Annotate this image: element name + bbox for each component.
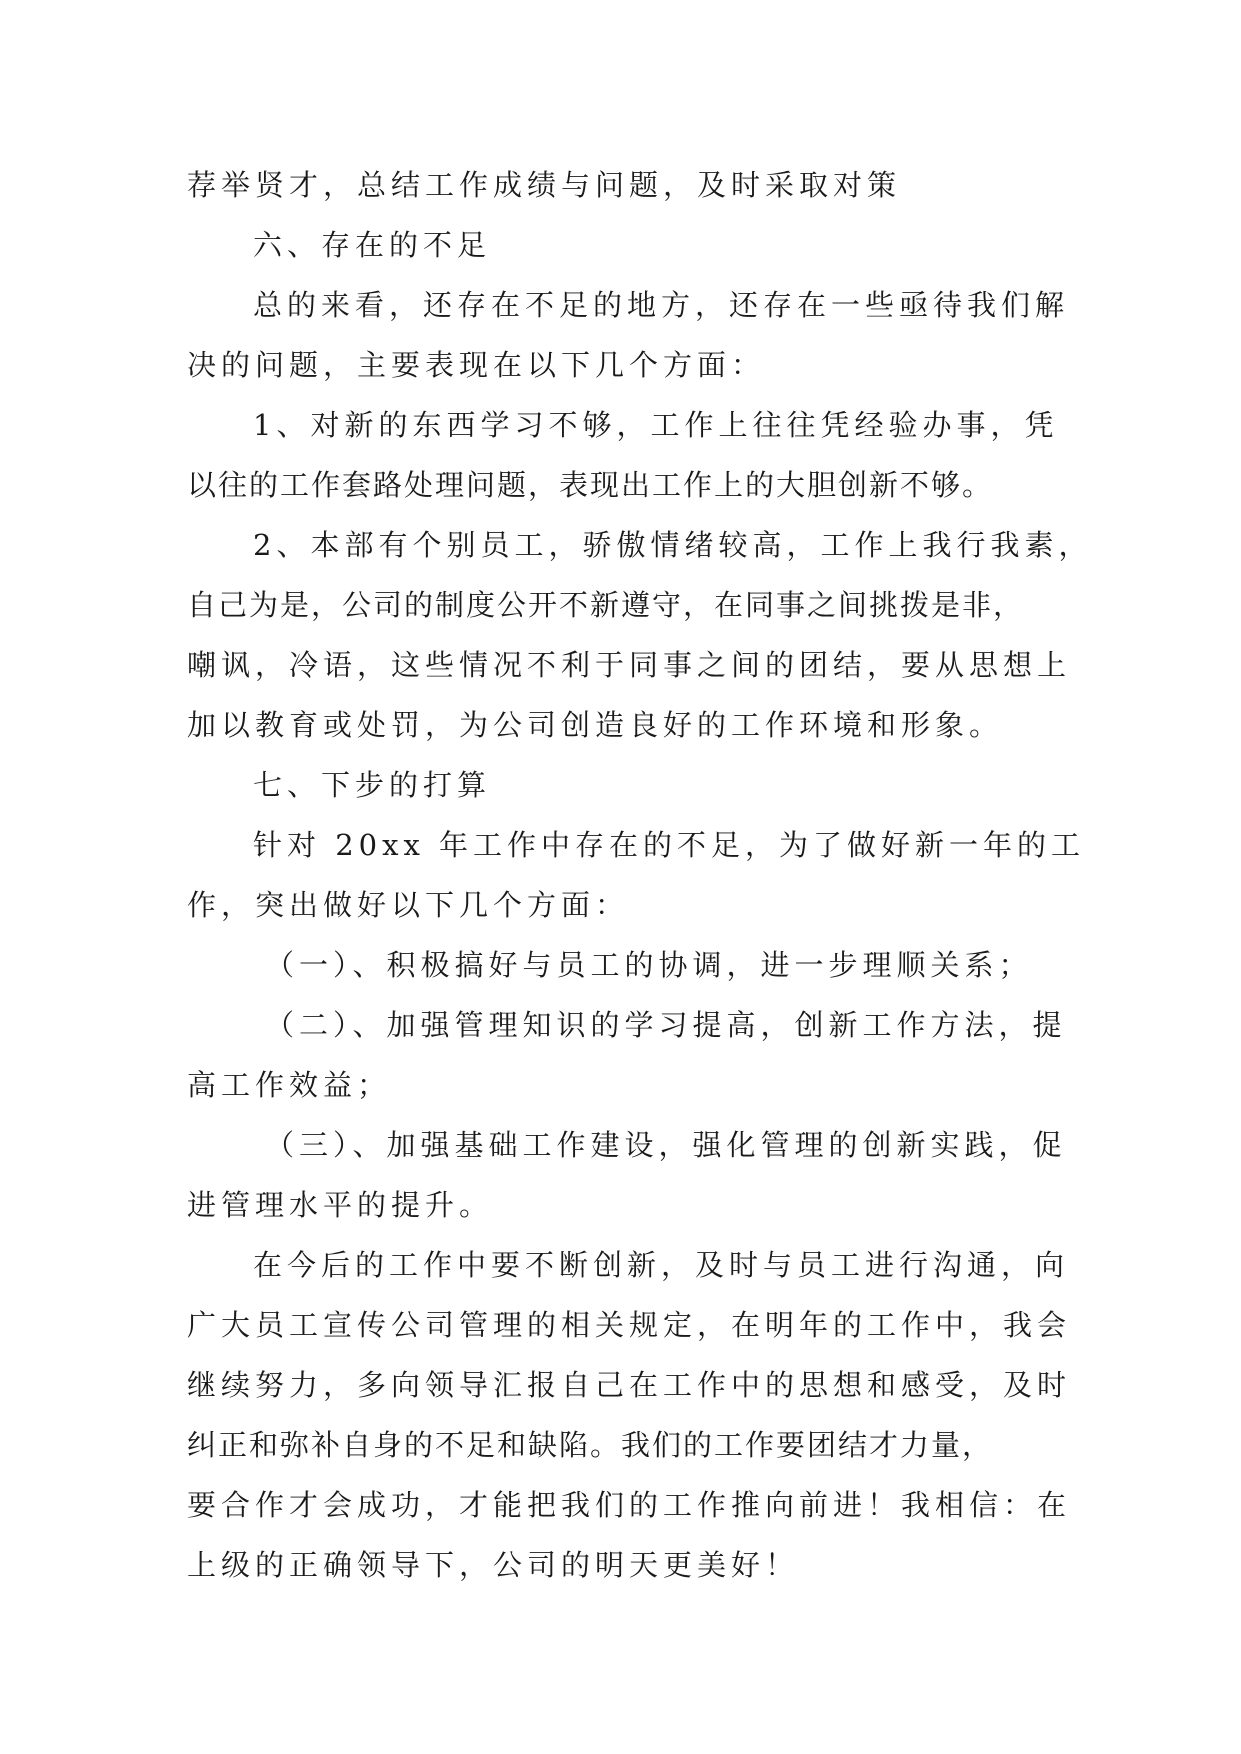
list-item-2: 2、本部有个别员工，骄傲情绪较高，工作上我行我素， xyxy=(253,528,1093,562)
text-line: 要合作才会成功，才能把我们的工作推向前进！我相信：在 xyxy=(187,1488,1072,1522)
text-line: 决的问题，主要表现在以下几个方面： xyxy=(187,348,766,382)
list-item-1: 1、对新的东西学习不够，工作上往往凭经验办事，凭 xyxy=(253,408,1059,442)
closing-paragraph-start: 在今后的工作中要不断创新，及时与员工进行沟通，向 xyxy=(253,1248,1070,1282)
section-heading-shortcomings: 六、存在的不足 xyxy=(253,228,492,262)
plan-item-3: （三）、加强基础工作建设，强化管理的创新实践，促 xyxy=(265,1128,1067,1162)
text-line: 纠正和弥补自身的不足和缺陷。我们的工作要团结才力量， xyxy=(187,1428,994,1462)
text-line: 针对 20xx 年工作中存在的不足，为了做好新一年的工 xyxy=(253,828,1086,862)
plan-item-1: （一）、积极搞好与员工的协调，进一步理顺关系； xyxy=(265,948,1033,982)
text-line: 总的来看，还存在不足的地方，还存在一些亟待我们解 xyxy=(253,288,1070,322)
text-line: 自己为是，公司的制度公开不新遵守，在同事之间挑拨是非， xyxy=(187,588,1025,622)
text-line: 加以教育或处罚，为公司创造良好的工作环境和形象。 xyxy=(187,708,1004,742)
document-body xyxy=(187,155,1093,1595)
text-line: 作，突出做好以下几个方面： xyxy=(187,888,630,922)
text-line: 上级的正确领导下，公司的明天更美好！ xyxy=(187,1548,800,1582)
text-line: 嘲讽，冷语，这些情况不利于同事之间的团结，要从思想上 xyxy=(187,648,1072,682)
section-heading-next-steps: 七、下步的打算 xyxy=(253,768,492,802)
text-line: 荐举贤才，总结工作成绩与问题，及时采取对策 xyxy=(187,168,902,202)
text-line: 广大员工宣传公司管理的相关规定，在明年的工作中，我会 xyxy=(187,1308,1072,1342)
text-line: 继续努力，多向领导汇报自己在工作中的思想和感受，及时 xyxy=(187,1368,1072,1402)
text-line: 以往的工作套路处理问题，表现出工作上的大胆创新不够。 xyxy=(187,468,994,502)
text-line: 高工作效益； xyxy=(187,1068,392,1102)
plan-item-2: （二）、加强管理知识的学习提高，创新工作方法，提 xyxy=(265,1008,1067,1042)
text-line: 进管理水平的提升。 xyxy=(187,1188,494,1222)
